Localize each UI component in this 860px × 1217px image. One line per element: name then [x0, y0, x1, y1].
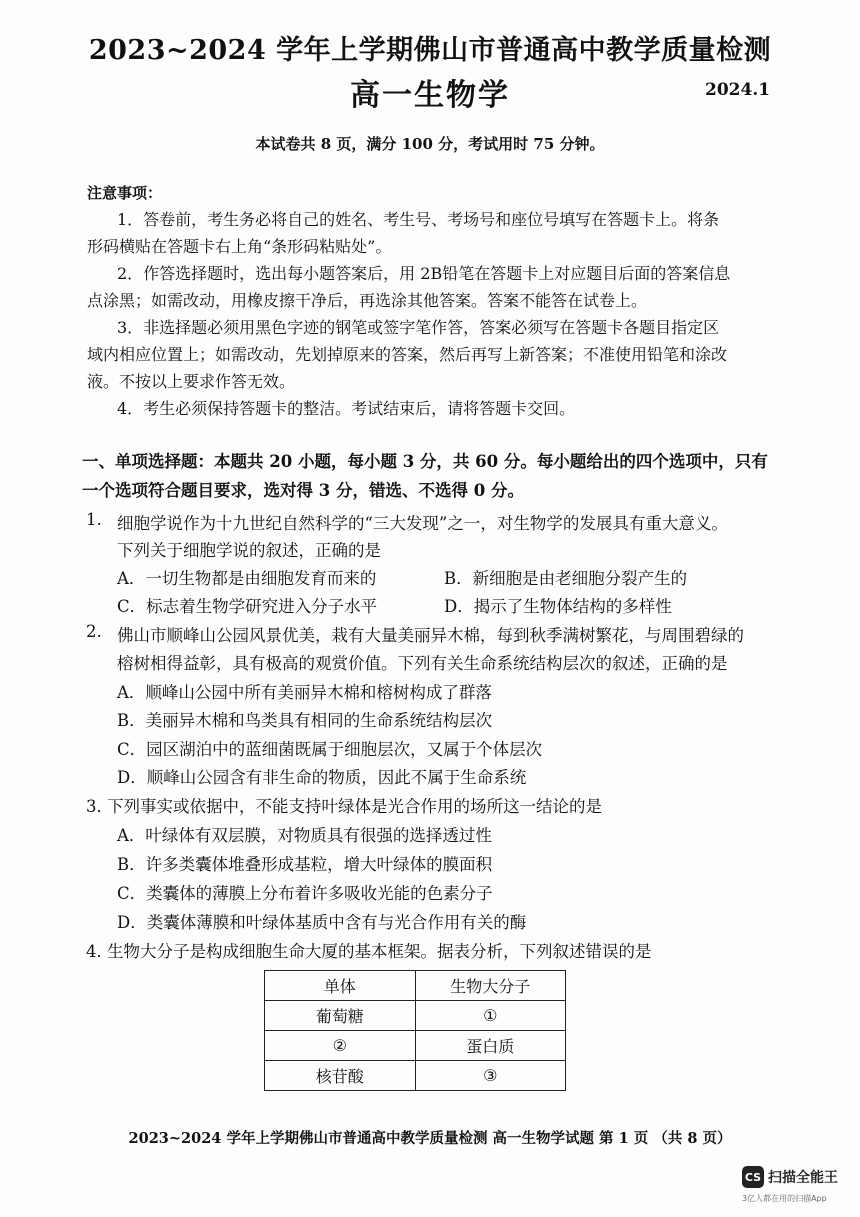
question-stem: 下列关于细胞学说的叙述，正确的是 [117, 541, 381, 560]
question-number: 3． [86, 797, 113, 816]
option-d: D．顺峰山公园含有非生命的物质，因此不属于生命系统 [117, 768, 527, 787]
table-row [265, 1061, 566, 1091]
note-line: 域内相应位置上；如需改动，先划掉原来的答案，然后再写上新答案；不准使用铅笔和涂改 [87, 345, 728, 364]
table-row [265, 1001, 566, 1031]
question-stem: 下列事实或依据中，不能支持叶绿体是光合作用的场所这一结论的是 [107, 797, 602, 816]
table-header-cell: 单体 [265, 971, 416, 1001]
note-line: 液。不按以上要求作答无效。 [87, 372, 296, 391]
table-header-cell: 生物大分子 [415, 971, 566, 1001]
table-cell: ② [265, 1031, 416, 1061]
monomer-table [264, 970, 566, 1091]
option-c: C．园区湖泊中的蓝细菌既属于细胞层次，又属于个体层次 [117, 740, 543, 759]
table-row [265, 1031, 566, 1061]
note-line: 形码横贴在答题卡右上角“条形码粘贴处”。 [87, 237, 392, 256]
note-line: 4．考生必须保持答题卡的整洁。考试结束后，请将答题卡交回。 [117, 399, 576, 418]
note-line: 2．作答选择题时，选出每小题答案后，用 2B铅笔在答题卡上对应题目后面的答案信息 [117, 264, 731, 283]
question-stem: 佛山市顺峰山公园风景优美，栽有大量美丽异木棉，每到秋季满树繁花，与周围碧绿的 [117, 626, 744, 645]
option-d: D．类囊体薄膜和叶绿体基质中含有与光合作用有关的酶 [117, 913, 527, 932]
scanner-name: 扫描全能王 [768, 1170, 838, 1186]
option-b: B．美丽异木棉和鸟类具有相同的生命系统结构层次 [117, 711, 493, 730]
option-a: A．叶绿体有双层膜，对物质具有很强的选择透过性 [117, 826, 492, 845]
option-c: C．标志着生物学研究进入分子水平 [117, 597, 378, 616]
note-line: 点涂黑；如需改动，用橡皮擦干净后，再选涂其他答案。答案不能答在试卷上。 [87, 291, 648, 310]
option-c: C．类囊体的薄膜上分布着许多吸收光能的色素分子 [117, 884, 493, 903]
note-line: 1．答卷前，考生务必将自己的姓名、考生号、考场号和座位号填写在答题卡上。将条 [117, 210, 720, 229]
table-header-row [265, 971, 566, 1001]
subject-title: 高一生物学 [350, 78, 510, 113]
question-stem: 榕树相得益彰，具有极高的观赏价值。下列有关生命系统结构层次的叙述，正确的是 [117, 654, 728, 673]
question-number: 4． [86, 942, 113, 961]
option-a: A．顺峰山公园中所有美丽异木棉和榕树构成了群落 [117, 683, 492, 702]
exam-date: 2024.1 [705, 80, 771, 100]
section-heading: 一个选项符合题目要求，选对得 3 分，错选、不选得 0 分。 [82, 481, 524, 500]
option-a: A．一切生物都是由细胞发育而来的 [117, 569, 377, 588]
table-cell: ① [415, 1001, 566, 1031]
scanner-tagline: 3亿人都在用的扫描App [742, 1194, 827, 1203]
table-cell: 蛋白质 [415, 1031, 566, 1061]
option-b: B．许多类囊体堆叠形成基粒，增大叶绿体的膜面积 [117, 855, 493, 874]
section-heading: 一、单项选择题：本题共 20 小题，每小题 3 分，共 60 分。每小题给出的四个选项中，只有 [82, 452, 768, 471]
question-number: 2. [86, 622, 102, 641]
camscanner-icon: CS [742, 1166, 764, 1188]
question-stem: 细胞学说作为十九世纪自然科学的“三大发现”之一，对生物学的发展具有重大意义。 [117, 514, 728, 533]
table-cell: 核苷酸 [265, 1061, 416, 1091]
table-cell: 葡萄糖 [265, 1001, 416, 1031]
notes-heading: 注意事项： [87, 184, 163, 202]
table-cell: ③ [415, 1061, 566, 1091]
exam-title: 2023~2024 学年上学期佛山市普通高中教学质量检测 [88, 35, 772, 66]
question-number: 1. [86, 510, 102, 529]
question-stem: 生物大分子是构成细胞生命大厦的基本框架。据表分析，下列叙述错误的是 [107, 942, 652, 961]
exam-info: 本试卷共 8 页，满分 100 分，考试用时 75 分钟。 [255, 135, 605, 153]
option-d: D．揭示了生物体结构的多样性 [444, 597, 672, 616]
scanner-watermark [742, 1166, 838, 1188]
page-footer: 2023~2024 学年上学期佛山市普通高中教学质量检测 高一生物学试题 第 1 页 （共 8 页） [128, 1130, 732, 1147]
note-line: 3．非选择题必须用黑色字迹的钢笔或签字笔作答，答案必须写在答题卡各题目指定区 [117, 318, 720, 337]
option-b: B．新细胞是由老细胞分裂产生的 [444, 569, 688, 588]
